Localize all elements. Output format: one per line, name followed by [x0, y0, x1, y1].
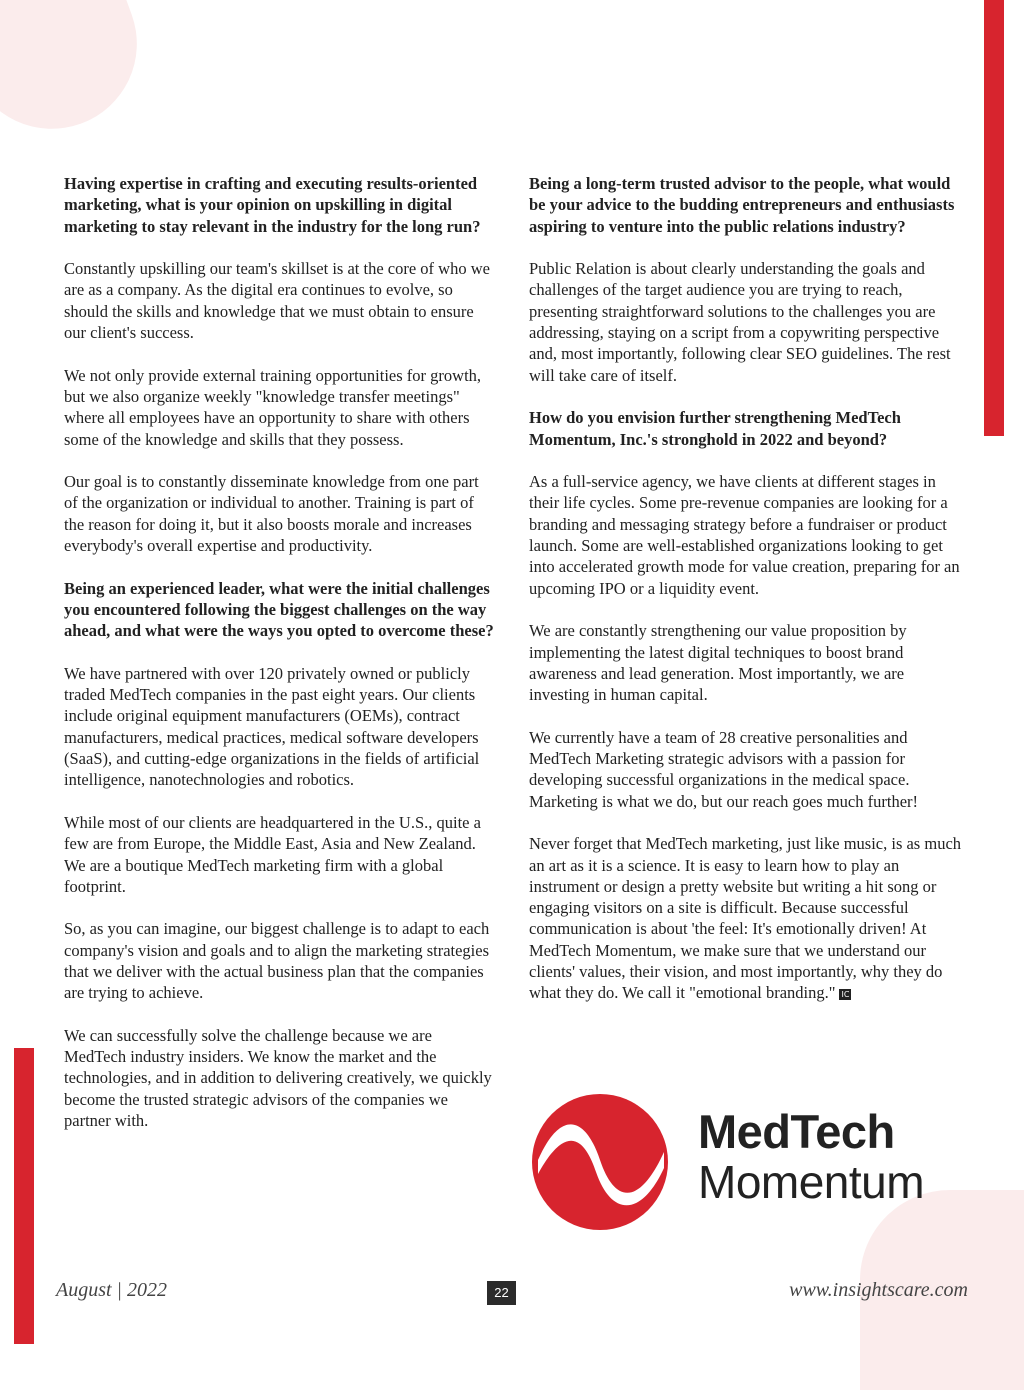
- answer-paragraph: We are constantly strengthening our value proposition by implementing the latest digital techniques to boost brand awareness and lead generation. Most importantly, we are investing in human capital.: [529, 621, 907, 705]
- answer-paragraph: Our goal is to constantly disseminate knowledge from one part of the organization or individual to another. Training is part of the reason for doing it, but it also boosts morale and increases everybody's overall expertise and productivity.: [64, 472, 479, 556]
- answer-paragraph-final: [529, 833, 961, 1003]
- right-column: [529, 173, 961, 1025]
- accent-bar-right: [984, 0, 1004, 436]
- answer-paragraph: Constantly upskilling our team's skillset is at the core of who we are as a company. As the digital era continues to evolve, so should the skills and knowledge that we must obtain to ensure our client's success.: [64, 259, 490, 343]
- answer-paragraph: We currently have a team of 28 creative personalities and MedTech Marketing strategic advisors with a passion for developing successful organizations in the medical space. Marketing is what we do, but our reach goes much further!: [529, 727, 919, 811]
- decorative-shape-top-left: [0, 0, 161, 153]
- accent-bar-left: [14, 1048, 34, 1344]
- logo-text-momentum: Momentum: [698, 1156, 925, 1208]
- question-upskilling: Having expertise in crafting and executing results-oriented marketing, what is your opinion on upskilling in digital marketing to stay relevant in the industry for the long run?: [64, 174, 481, 236]
- question-challenges: Being an experienced leader, what were the initial challenges you encountered following the biggest challenges on the way ahead, and what were the ways you opted to overcome these?: [64, 578, 494, 641]
- answer-paragraph: We not only provide external training opportunities for growth, but we also organize weekly "knowledge transfer meetings" where all employees have an opportunity to share with others some of the knowledge and skills that they possess.: [64, 365, 482, 449]
- final-paragraph-text: Never forget that MedTech marketing, just like music, is as much an art as it is a science. It is easy to learn how to play an instrument or design a pretty website but writing a hit song or engaging visitors on a site is difficult. Because successful communication is about 'the feel: It's emotionally driven! At MedTech Momentum, we make sure that we understand our clients' values, their vision, and most importantly, why they do what they do. We call it "emotional branding.": [529, 834, 962, 1003]
- question-strengthening: How do you envision further strengthening MedTech Momentum, Inc.'s stronghold in 2022 and beyond?: [529, 408, 901, 449]
- answer-paragraph: While most of our clients are headquartered in the U.S., quite a few are from Europe, the Middle East, Asia and New Zealand. We are a boutique MedTech marketing firm with a global footprint.: [64, 812, 481, 896]
- page-number: 22: [487, 1281, 516, 1305]
- answer-paragraph: So, as you can imagine, our biggest challenge is to adapt to each company's vision and goals and to align the marketing strategies that we deliver with the actual business plan that the companies are trying to achieve.: [64, 919, 490, 1003]
- footer-url[interactable]: www.insightscare.com: [789, 1279, 968, 1301]
- logo-text-medtech: MedTech: [698, 1105, 895, 1158]
- answer-paragraph: We can successfully solve the challenge because we are MedTech industry insiders. We know the market and the technologies, and in addition to delivering creatively, we quickly become the trusted strategic advisors of the companies we partner with.: [64, 1025, 492, 1131]
- answer-paragraph: As a full-service agency, we have clients at different stages in their life cycles. Some pre-revenue companies are looking for a branding and messaging strategy before a fundraiser or product launch. Some are well-established organizations looking to get into accelerated growth mode for value creation, preparing for an upcoming IPO or a liquidity event.: [529, 472, 960, 598]
- left-column: [64, 173, 496, 1153]
- logo-mark-icon: [532, 1094, 668, 1230]
- question-advice: Being a long-term trusted advisor to the people, what would be your advice to the budding entrepreneurs and enthusiasts aspiring to venture into the public relations industry?: [529, 174, 955, 236]
- answer-paragraph: Public Relation is about clearly understanding the goals and challenges of the target audience you are trying to reach, presenting straightforward solutions to the challenges you are addressing, staying on a script from a copywriting perspective and, most importantly, following clear SEO guidelines. The rest will take care of itself.: [529, 259, 951, 385]
- article-end-icon: IC: [839, 989, 851, 1000]
- answer-paragraph: We have partnered with over 120 privately owned or publicly traded MedTech companies in the past eight years. Our clients include original equipment manufacturers (OEMs), contract manufacturers, medical practices, medical software developers (SaaS), and cutting-edge organizations in the fields of artificial intelligence, nanotechnologies and robotics.: [64, 663, 480, 790]
- footer-date: August | 2022: [56, 1279, 168, 1301]
